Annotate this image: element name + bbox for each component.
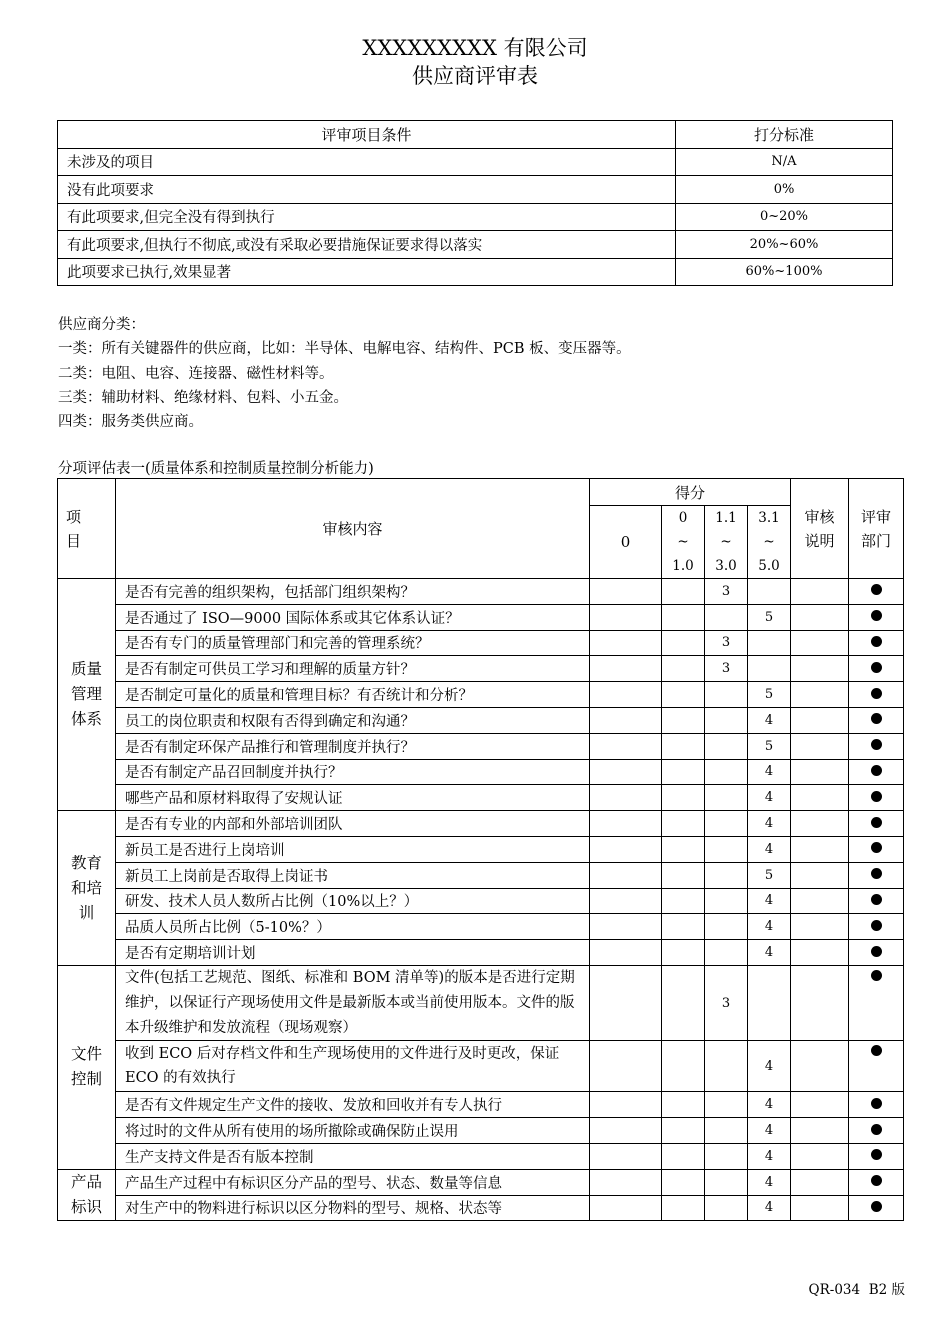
header-content: 审核内容 — [116, 479, 590, 579]
score-range-0 — [590, 785, 662, 811]
audit-content: 新员工上岗前是否取得上岗证书 — [116, 862, 590, 888]
range-3-bot: 5.0 — [758, 558, 780, 574]
review-dept-mark — [849, 579, 904, 605]
audit-note — [791, 1092, 849, 1118]
review-dept-mark — [849, 940, 904, 966]
group-name — [58, 1169, 116, 1221]
score-range-1 — [662, 682, 705, 708]
review-dept-mark — [849, 682, 904, 708]
audit-note — [791, 630, 849, 656]
score-range-2 — [705, 1169, 748, 1195]
audit-note — [791, 682, 849, 708]
classification-item: 三类：辅助材料、绝缘材料、包料、小五金。 — [58, 389, 348, 406]
score-range-2 — [705, 1143, 748, 1169]
criteria-condition: 有此项要求,但完全没有得到执行 — [58, 203, 676, 231]
audit-note — [791, 914, 849, 940]
audit-note — [791, 1143, 849, 1169]
score-range-1 — [662, 940, 705, 966]
filled-circle-icon — [871, 1201, 882, 1212]
group-name — [58, 965, 116, 1169]
audit-content: 生产支持文件是否有版本控制 — [116, 1143, 590, 1169]
filled-circle-icon — [871, 946, 882, 957]
filled-circle-icon — [871, 920, 882, 931]
score-range-3: 5 — [748, 682, 791, 708]
criteria-score: 20%~60% — [676, 231, 893, 259]
audit-content: 产品生产过程中有标识区分产品的型号、状态、数量等信息 — [116, 1169, 590, 1195]
review-dept-mark — [849, 1169, 904, 1195]
review-dept-mark — [849, 656, 904, 682]
filled-circle-icon — [871, 791, 882, 802]
score-range-1 — [662, 579, 705, 605]
score-range-3: 4 — [748, 785, 791, 811]
filled-circle-icon — [871, 584, 882, 595]
score-range-1 — [662, 759, 705, 785]
audit-content: 是否有专门的质量管理部门和完善的管理系统？ — [116, 630, 590, 656]
criteria-score: N/A — [676, 148, 893, 176]
evaluation-row — [58, 630, 904, 656]
score-range-0 — [590, 940, 662, 966]
filled-circle-icon — [871, 1149, 882, 1160]
evaluation-row — [58, 836, 904, 862]
audit-content: 员工的岗位职责和权限有否得到确定和沟通？ — [116, 707, 590, 733]
score-range-0 — [590, 914, 662, 940]
audit-note — [791, 785, 849, 811]
evaluation-row — [58, 1092, 904, 1118]
filled-circle-icon — [871, 610, 882, 621]
score-range-1 — [662, 836, 705, 862]
score-range-3 — [748, 630, 791, 656]
range-2-mid: ~ — [720, 534, 732, 550]
review-dept-mark — [849, 1092, 904, 1118]
review-dept-mark — [849, 914, 904, 940]
criteria-row — [58, 203, 893, 231]
score-range-3: 4 — [748, 1195, 791, 1221]
score-range-3: 4 — [748, 1041, 791, 1092]
score-range-2 — [705, 707, 748, 733]
score-range-0 — [590, 1169, 662, 1195]
audit-content: 是否通过了 ISO—9000 国际体系或其它体系认证？ — [116, 604, 590, 630]
score-range-3: 4 — [748, 811, 791, 837]
score-range-3: 4 — [748, 914, 791, 940]
score-range-1 — [662, 785, 705, 811]
form-version: B2 版 — [868, 1282, 905, 1298]
filled-circle-icon — [871, 636, 882, 647]
review-dept-mark — [849, 836, 904, 862]
filled-circle-icon — [871, 817, 882, 828]
score-range-1 — [662, 1169, 705, 1195]
evaluation-row — [58, 682, 904, 708]
audit-note — [791, 707, 849, 733]
score-range-2 — [705, 1195, 748, 1221]
score-range-3 — [748, 579, 791, 605]
score-range-1 — [662, 1041, 705, 1092]
evaluation-row — [58, 579, 904, 605]
score-range-1 — [662, 656, 705, 682]
range-3-top: 3.1 — [758, 510, 780, 526]
group-name-text: 质量管理体系 — [70, 660, 102, 729]
review-dept-mark — [849, 1195, 904, 1221]
evaluation-header-row — [58, 479, 904, 506]
review-dept-mark — [849, 707, 904, 733]
score-range-3: 4 — [748, 1118, 791, 1144]
criteria-score: 0~20% — [676, 203, 893, 231]
review-dept-mark — [849, 811, 904, 837]
criteria-row — [58, 148, 893, 176]
score-range-3: 4 — [748, 888, 791, 914]
score-range-2 — [705, 785, 748, 811]
group-name — [58, 811, 116, 966]
score-range-1 — [662, 1143, 705, 1169]
filled-circle-icon — [871, 842, 882, 853]
group-name-text: 文件控制 — [70, 1045, 102, 1089]
evaluation-row — [58, 1143, 904, 1169]
score-range-2: 3 — [705, 965, 748, 1040]
score-range-0 — [590, 965, 662, 1040]
scoring-criteria-table — [57, 120, 893, 286]
score-range-2: 3 — [705, 630, 748, 656]
score-range-0 — [590, 682, 662, 708]
filled-circle-icon — [871, 713, 882, 724]
criteria-score: 60%~100% — [676, 258, 893, 286]
evaluation-row — [58, 1041, 904, 1092]
evaluation-row — [58, 1169, 904, 1195]
form-code: QR-034 — [808, 1282, 861, 1298]
score-range-3: 5 — [748, 604, 791, 630]
score-range-2 — [705, 811, 748, 837]
review-dept-mark — [849, 785, 904, 811]
filled-circle-icon — [871, 688, 882, 699]
evaluation-row — [58, 940, 904, 966]
criteria-header-score: 打分标准 — [676, 121, 893, 149]
score-range-3 — [748, 965, 791, 1040]
score-range-2 — [705, 759, 748, 785]
score-range-2 — [705, 682, 748, 708]
header-item-text: 项目 — [66, 507, 82, 550]
audit-note — [791, 965, 849, 1040]
evaluation-row — [58, 785, 904, 811]
audit-content: 是否有文件规定生产文件的接收、发放和回收并有专人执行 — [116, 1092, 590, 1118]
evaluation-row — [58, 965, 904, 1040]
evaluation-row — [58, 656, 904, 682]
evaluation-row — [58, 888, 904, 914]
score-range-1 — [662, 862, 705, 888]
score-range-0 — [590, 733, 662, 759]
score-range-1 — [662, 965, 705, 1040]
classification-title: 供应商分类： — [58, 317, 145, 333]
filled-circle-icon — [871, 662, 882, 673]
score-range-1 — [662, 811, 705, 837]
audit-content: 品质人员所占比例（5-10%？） — [116, 914, 590, 940]
filled-circle-icon — [871, 1045, 882, 1056]
criteria-row — [58, 258, 893, 286]
score-range-3: 4 — [748, 707, 791, 733]
criteria-score: 0% — [676, 176, 893, 204]
score-range-0 — [590, 1118, 662, 1144]
header-range-1 — [662, 506, 705, 579]
criteria-row — [58, 231, 893, 259]
audit-content: 是否有完善的组织架构，包括部门组织架构？ — [116, 579, 590, 605]
header-dept-text: 评审部门 — [861, 507, 892, 550]
score-range-0 — [590, 1092, 662, 1118]
audit-content: 是否有制定产品召回制度并执行？ — [116, 759, 590, 785]
audit-content: 对生产中的物料进行标识以区分物料的型号、规格、状态等 — [116, 1195, 590, 1221]
score-range-3: 5 — [748, 733, 791, 759]
criteria-header-row — [58, 121, 893, 149]
score-range-0 — [590, 1143, 662, 1169]
filled-circle-icon — [871, 894, 882, 905]
evaluation-title: 分项评估表一(质量体系和控制质量控制分析能力) — [58, 461, 374, 477]
range-2-bot: 3.0 — [715, 558, 737, 574]
review-dept-mark — [849, 965, 904, 1040]
header-range-0: 0 — [590, 506, 662, 579]
filled-circle-icon — [871, 739, 882, 750]
audit-note — [791, 1169, 849, 1195]
score-range-0 — [590, 888, 662, 914]
company-name: XXXXXXXXX 有限公司 — [362, 36, 588, 60]
audit-content: 是否有定期培训计划 — [116, 940, 590, 966]
evaluation-table — [57, 478, 904, 1221]
range-1-top: 0 — [678, 510, 688, 526]
audit-content: 文件(包括工艺规范、图纸、标准和 BOM 清单等)的版本是否进行定期维护，以保证行产现场使用文件是最新版本或当前使用版本。文件的版本升级维护和发放流程（现场观察） — [116, 965, 590, 1040]
evaluation-row — [58, 707, 904, 733]
header-score: 得分 — [590, 479, 791, 506]
range-3-mid: ~ — [763, 534, 775, 550]
header-note — [791, 479, 849, 579]
evaluation-row — [58, 604, 904, 630]
audit-note — [791, 940, 849, 966]
audit-content: 收到 ECO 后对存档文件和生产现场使用的文件进行及时更改，保证 ECO 的有效执行 — [116, 1041, 590, 1092]
score-range-1 — [662, 1195, 705, 1221]
filled-circle-icon — [871, 1098, 882, 1109]
audit-note — [791, 1195, 849, 1221]
classification-item: 四类：服务类供应商。 — [58, 414, 203, 431]
classification-item: 一类：所有关键器件的供应商，比如：半导体、电解电容、结构件、PCB 板、变压器等。 — [58, 341, 631, 358]
score-range-1 — [662, 707, 705, 733]
header-note-text: 审核说明 — [804, 507, 835, 550]
header-dept — [849, 479, 904, 579]
score-range-2 — [705, 914, 748, 940]
evaluation-row — [58, 914, 904, 940]
score-range-3: 4 — [748, 836, 791, 862]
group-name-text: 教育和培训 — [70, 853, 102, 922]
audit-note — [791, 1118, 849, 1144]
criteria-row — [58, 176, 893, 204]
audit-note — [791, 836, 849, 862]
review-dept-mark — [849, 630, 904, 656]
audit-note — [791, 888, 849, 914]
score-range-1 — [662, 888, 705, 914]
audit-note — [791, 733, 849, 759]
review-dept-mark — [849, 862, 904, 888]
audit-note — [791, 604, 849, 630]
audit-note — [791, 579, 849, 605]
audit-content: 新员工是否进行上岗培训 — [116, 836, 590, 862]
criteria-header-condition: 评审项目条件 — [58, 121, 676, 149]
audit-content: 哪些产品和原材料取得了安规认证 — [116, 785, 590, 811]
classification-item: 二类：电阻、电容、连接器、磁性材料等。 — [58, 365, 334, 382]
evaluation-row — [58, 1195, 904, 1221]
range-2-top: 1.1 — [715, 510, 737, 526]
header-item — [58, 479, 116, 579]
review-dept-mark — [849, 759, 904, 785]
score-range-2 — [705, 1092, 748, 1118]
group-name-text: 产品标识 — [70, 1173, 102, 1217]
score-range-2: 3 — [705, 656, 748, 682]
audit-note — [791, 811, 849, 837]
score-range-2 — [705, 1118, 748, 1144]
review-dept-mark — [849, 1143, 904, 1169]
score-range-1 — [662, 914, 705, 940]
score-range-0 — [590, 656, 662, 682]
score-range-2 — [705, 733, 748, 759]
audit-content: 是否有专业的内部和外部培训团队 — [116, 811, 590, 837]
filled-circle-icon — [871, 765, 882, 776]
range-1-mid: ~ — [677, 534, 689, 550]
score-range-0 — [590, 707, 662, 733]
score-range-0 — [590, 579, 662, 605]
score-range-0 — [590, 759, 662, 785]
header-range-3 — [748, 506, 791, 579]
score-range-0 — [590, 1195, 662, 1221]
form-title: 供应商评审表 — [412, 64, 538, 88]
evaluation-row — [58, 811, 904, 837]
score-range-3: 5 — [748, 862, 791, 888]
evaluation-row — [58, 862, 904, 888]
audit-content: 是否制定可量化的质量和管理目标？有否统计和分析？ — [116, 682, 590, 708]
score-range-0 — [590, 862, 662, 888]
review-dept-mark — [849, 733, 904, 759]
header-range-2 — [705, 506, 748, 579]
score-range-0 — [590, 604, 662, 630]
audit-content: 是否有制定环保产品推行和管理制度并执行？ — [116, 733, 590, 759]
criteria-condition: 此项要求已执行,效果显著 — [58, 258, 676, 286]
score-range-0 — [590, 630, 662, 656]
review-dept-mark — [849, 604, 904, 630]
filled-circle-icon — [871, 970, 882, 981]
score-range-2 — [705, 940, 748, 966]
score-range-2 — [705, 604, 748, 630]
score-range-2 — [705, 836, 748, 862]
review-dept-mark — [849, 888, 904, 914]
evaluation-row — [58, 759, 904, 785]
audit-note — [791, 656, 849, 682]
score-range-2 — [705, 888, 748, 914]
audit-note — [791, 1041, 849, 1092]
filled-circle-icon — [871, 1124, 882, 1135]
score-range-3: 4 — [748, 1169, 791, 1195]
score-range-1 — [662, 1092, 705, 1118]
review-dept-mark — [849, 1118, 904, 1144]
score-range-1 — [662, 733, 705, 759]
score-range-3: 4 — [748, 1143, 791, 1169]
filled-circle-icon — [871, 1175, 882, 1186]
score-range-2 — [705, 862, 748, 888]
filled-circle-icon — [871, 868, 882, 879]
audit-note — [791, 759, 849, 785]
audit-content: 研发、技术人员人数所占比例（10%以上？） — [116, 888, 590, 914]
score-range-3 — [748, 656, 791, 682]
score-range-0 — [590, 836, 662, 862]
score-range-0 — [590, 1041, 662, 1092]
score-range-2 — [705, 1041, 748, 1092]
score-range-3: 4 — [748, 940, 791, 966]
range-1-bot: 1.0 — [672, 558, 694, 574]
evaluation-row — [58, 1118, 904, 1144]
score-range-1 — [662, 604, 705, 630]
score-range-0 — [590, 811, 662, 837]
score-range-1 — [662, 1118, 705, 1144]
criteria-condition: 没有此项要求 — [58, 176, 676, 204]
audit-content: 是否有制定可供员工学习和理解的质量方针？ — [116, 656, 590, 682]
group-name — [58, 579, 116, 811]
score-range-2: 3 — [705, 579, 748, 605]
evaluation-row — [58, 733, 904, 759]
score-range-3: 4 — [748, 1092, 791, 1118]
audit-note — [791, 862, 849, 888]
supplier-classification — [58, 313, 631, 434]
score-range-3: 4 — [748, 759, 791, 785]
criteria-condition: 未涉及的项目 — [58, 148, 676, 176]
audit-content: 将过时的文件从所有使用的场所撤除或确保防止误用 — [116, 1118, 590, 1144]
form-footer — [809, 1278, 905, 1298]
criteria-condition: 有此项要求,但执行不彻底,或没有采取必要措施保证要求得以落实 — [58, 231, 676, 259]
score-range-1 — [662, 630, 705, 656]
review-dept-mark — [849, 1041, 904, 1092]
